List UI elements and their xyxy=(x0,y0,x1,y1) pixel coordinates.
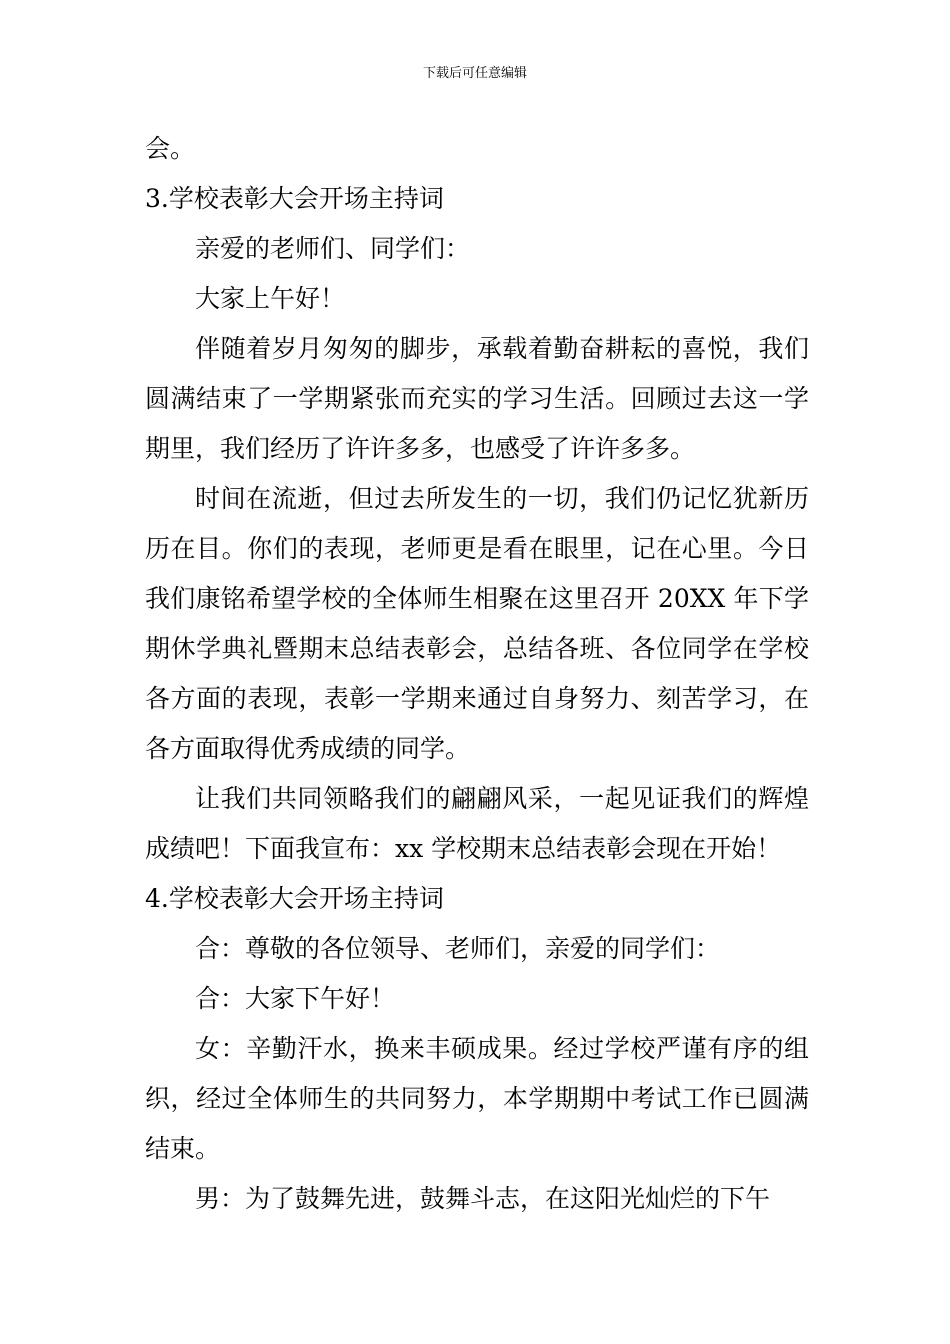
paragraph-continuation: 会。 xyxy=(145,134,196,163)
page-header: 下载后可任意编辑 xyxy=(422,66,527,81)
paragraph: 女：辛勤汗水，换来丰硕成果。经过学校严谨有序的组织，经过全体师生的共同努力，本学期期中考试工作已圆满结束。 xyxy=(145,1034,809,1163)
section-heading-3: 3.学校表彰大会开场主持词 xyxy=(145,184,444,213)
salutation: 合：尊敬的各位领导、老师们，亲爱的同学们： xyxy=(195,934,721,963)
paragraph: 时间在流逝，但过去所发生的一切，我们仍记忆犹新历历在目。你们的表现，老师更是看在眼里，记在心里。今日我们康铭希望学校的全体师生相聚在这里召开 20XX 年下学期休学典礼暨期末总结表彰会，总结各班、各位同学在学校各方面的表现，表彰一学期来通过自身努力、刻苦学习，在各方面取得优秀成绩的同学。 xyxy=(145,484,809,763)
paragraph: 让我们共同领略我们的翩翩风采，一起见证我们的辉煌成绩吧！下面我宣布：xx 学校期末总结表彰会现在开始！ xyxy=(145,784,809,863)
document-body xyxy=(145,124,809,1224)
paragraph: 男：为了鼓舞先进，鼓舞斗志，在这阳光灿烂的下午 xyxy=(195,1184,771,1213)
section-heading-4: 4.学校表彰大会开场主持词 xyxy=(145,884,444,913)
salutation: 亲爱的老师们、同学们： xyxy=(195,234,471,263)
paragraph: 伴随着岁月匆匆的脚步，承载着勤奋耕耘的喜悦，我们圆满结束了一学期紧张而充实的学习生活。回顾过去这一学期里，我们经历了许许多多，也感受了许许多多。 xyxy=(145,334,809,463)
greeting: 大家上午好！ xyxy=(195,284,346,313)
greeting: 合：大家下午好！ xyxy=(195,984,396,1013)
